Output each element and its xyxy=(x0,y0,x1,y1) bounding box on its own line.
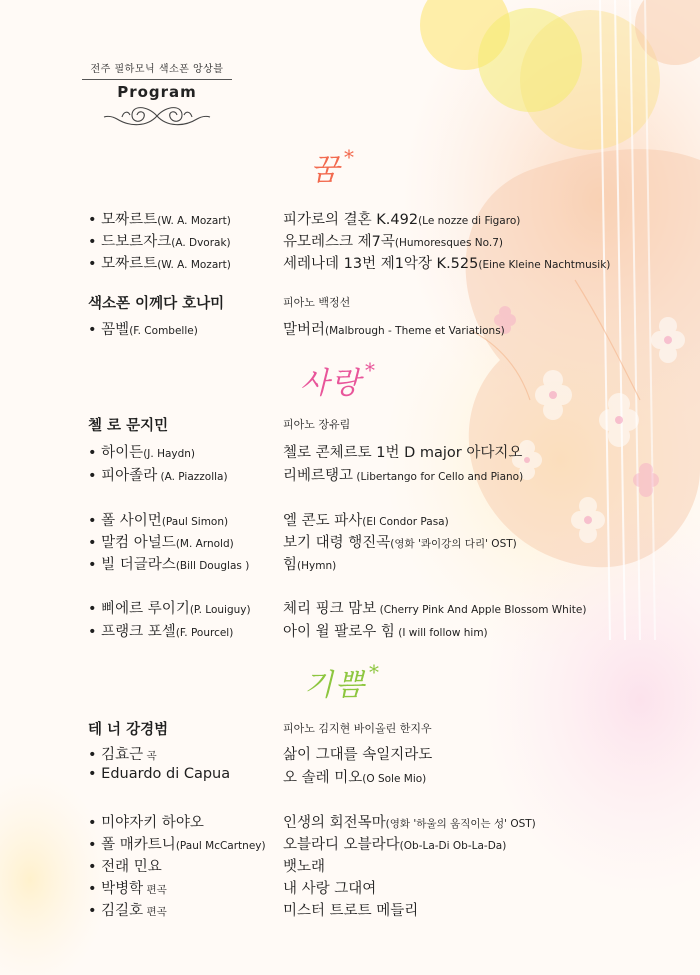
piece xyxy=(283,230,503,251)
piece-note: (Cherry Pink And Apple Blossom White) xyxy=(376,604,587,616)
accompanist: 피아노 백정선 xyxy=(283,296,351,309)
composer xyxy=(88,899,167,920)
accompanist: 피아노 장유림 xyxy=(283,418,351,431)
piece-note: (El Condor Pasa) xyxy=(362,516,449,528)
program-row xyxy=(0,208,700,232)
bullet: • xyxy=(88,903,97,919)
piece-note: (Eine Kleine Nachtmusik) xyxy=(478,259,611,271)
bullet: • xyxy=(88,322,97,338)
program-row xyxy=(0,597,700,621)
piece-note: (Libertango for Cello and Piano) xyxy=(353,471,524,483)
composer xyxy=(88,597,251,618)
composer-name: 빌 더글라스 xyxy=(101,557,176,573)
composer-note: (Paul Simon) xyxy=(161,516,229,528)
composer-name: 미야자키 하야오 xyxy=(101,815,204,831)
composer xyxy=(88,509,228,530)
section-title-text: 사랑 xyxy=(300,366,362,401)
piece xyxy=(283,766,426,787)
composer-name: 김효근 xyxy=(101,747,144,763)
composer xyxy=(88,464,228,485)
program-row xyxy=(0,833,700,857)
piece-title: 세레나데 13번 제1악장 K.525 xyxy=(283,256,479,272)
composer xyxy=(88,230,231,251)
piece xyxy=(283,553,336,574)
program-row xyxy=(0,620,700,644)
bullet: • xyxy=(88,557,97,573)
piece-title: 아이 윌 팔로우 힘 xyxy=(283,624,395,640)
bullet: • xyxy=(88,881,97,897)
piece-note: (영화 '콰이강의 다리' OST) xyxy=(390,538,517,550)
piece-title: 보기 대령 행진곡 xyxy=(283,535,391,551)
composer-name: 박병학 xyxy=(101,881,144,897)
composer xyxy=(88,833,266,854)
composer xyxy=(88,766,230,782)
performer-row xyxy=(0,414,700,438)
section-title-love xyxy=(300,358,377,402)
piece xyxy=(283,318,505,339)
piece xyxy=(283,620,488,641)
composer-note: (Paul McCartney) xyxy=(175,840,266,852)
composer-note: (J. Haydn) xyxy=(143,448,196,460)
header-divider xyxy=(82,79,232,80)
composer-name: 전래 민요 xyxy=(101,859,162,875)
program-row xyxy=(0,441,700,465)
program-row xyxy=(0,464,700,488)
composer-note: (A. Dvorak) xyxy=(171,237,231,249)
piece-title: 힘 xyxy=(283,557,298,573)
piece-note: (Malbrough - Theme et Variations) xyxy=(325,325,505,337)
piece xyxy=(283,252,610,273)
composer-note: (Bill Douglas ) xyxy=(175,560,250,572)
performer: 색소폰 이께다 호나미 xyxy=(88,296,225,312)
composer-name: 김길호 xyxy=(101,903,144,919)
piece-note: (Ob-La-Di Ob-La-Da) xyxy=(399,840,507,852)
composer-name: 폴 사이먼 xyxy=(101,513,162,529)
composer-note: 편곡 xyxy=(143,906,167,918)
composer-name: 꼼벨 xyxy=(101,322,130,338)
bullet: • xyxy=(88,859,97,875)
composer-name: 말컴 아널드 xyxy=(101,535,176,551)
composer-name: 모짜르트 xyxy=(101,256,158,272)
composer xyxy=(88,252,231,273)
piece-note: (영화 '하울의 움직이는 성' OST) xyxy=(385,818,536,830)
piece-title: 미스터 트로트 메들리 xyxy=(283,903,419,919)
program-row xyxy=(0,743,700,767)
piece-title: 내 사랑 그대여 xyxy=(283,881,377,897)
piece-title: 첼로 콘체르토 1번 D major 아다지오 xyxy=(283,445,523,461)
star-icon: * xyxy=(368,660,381,684)
piece xyxy=(283,597,586,618)
star-icon: * xyxy=(364,358,377,382)
flourish-ornament-icon xyxy=(102,103,212,129)
performer-row xyxy=(0,718,700,742)
piece-title: 말버러 xyxy=(283,322,326,338)
bullet: • xyxy=(88,256,97,272)
composer-name: 모짜르트 xyxy=(101,212,158,228)
bullet: • xyxy=(88,513,97,529)
composer-note: (W. A. Mozart) xyxy=(157,259,231,271)
performer: 첼 로 문지민 xyxy=(88,418,169,434)
accompanist: 피아노 김지현 바이올린 한지우 xyxy=(283,722,432,735)
piece-title: 삶이 그대를 속일지라도 xyxy=(283,747,433,763)
piece-title: 피가로의 결혼 K.492 xyxy=(283,212,419,228)
piece xyxy=(283,855,325,876)
performer-row xyxy=(0,292,700,316)
program-row xyxy=(0,553,700,577)
piece xyxy=(283,833,506,854)
piece xyxy=(283,877,376,898)
piece-title: 뱃노래 xyxy=(283,859,326,875)
piece-note: (Humoresques No.7) xyxy=(394,237,504,249)
composer-note: 곡 xyxy=(143,750,157,762)
composer-note: (P. Louiguy) xyxy=(189,604,251,616)
piece xyxy=(283,509,449,530)
program-row xyxy=(0,877,700,901)
program-row xyxy=(0,811,700,835)
piece-title: 유모레스크 제7곡 xyxy=(283,234,395,250)
composer xyxy=(88,811,204,832)
piece xyxy=(283,743,432,764)
composer-note: (W. A. Mozart) xyxy=(157,215,231,227)
piece-note: (O Sole Mio) xyxy=(362,773,427,785)
bullet: • xyxy=(88,212,97,228)
piece xyxy=(283,464,523,485)
composer xyxy=(88,441,195,462)
program-row xyxy=(0,318,700,342)
bullet: • xyxy=(88,601,97,617)
composer xyxy=(88,531,234,552)
program-row xyxy=(0,531,700,555)
section-title-text: 기쁨 xyxy=(304,668,366,703)
piece-title: 인생의 회전목마 xyxy=(283,815,386,831)
star-icon: * xyxy=(343,145,356,169)
section-title-joy xyxy=(304,660,381,704)
composer-name: 드보르자크 xyxy=(101,234,172,250)
composer-name: 삐에르 루이기 xyxy=(101,601,190,617)
composer-note: (F. Pourcel) xyxy=(175,627,234,639)
composer-name: Eduardo di Capua xyxy=(101,766,231,782)
piece xyxy=(283,811,536,832)
program-title: Program xyxy=(117,83,197,101)
composer-note: (A. Piazzolla) xyxy=(157,471,228,483)
program-row xyxy=(0,230,700,254)
piece xyxy=(283,899,418,920)
program-header xyxy=(82,60,232,129)
program-row xyxy=(0,899,700,923)
composer-note: (F. Combelle) xyxy=(129,325,198,337)
bullet: • xyxy=(88,445,97,461)
ensemble-name: 전주 필하모닉 색소폰 앙상블 xyxy=(90,64,224,75)
piece-note: (I will follow him) xyxy=(394,627,488,639)
composer xyxy=(88,855,162,876)
piece xyxy=(283,531,517,552)
bullet: • xyxy=(88,624,97,640)
program-row xyxy=(0,252,700,276)
bullet: • xyxy=(88,747,97,763)
piece xyxy=(283,441,522,462)
piece-title: 오 솔레 미오 xyxy=(283,770,363,786)
composer xyxy=(88,318,198,339)
section-title-dream xyxy=(310,145,356,189)
composer xyxy=(88,620,233,641)
piece-note: (Le nozze di Figaro) xyxy=(418,215,521,227)
composer-name: 하이든 xyxy=(101,445,144,461)
composer-name: 피아졸라 xyxy=(101,468,158,484)
piece-title: 엘 콘도 파사 xyxy=(283,513,363,529)
composer-note: 편곡 xyxy=(143,884,167,896)
composer xyxy=(88,877,167,898)
piece-note: (Hymn) xyxy=(297,560,337,572)
program-row xyxy=(0,766,700,790)
bullet: • xyxy=(88,766,97,782)
bullet: • xyxy=(88,468,97,484)
piece-title: 리베르탱고 xyxy=(283,468,354,484)
program-row xyxy=(0,855,700,879)
composer xyxy=(88,553,249,574)
piece-title: 체리 핑크 맘보 xyxy=(283,601,377,617)
composer-name: 폴 매카트니 xyxy=(101,837,176,853)
bullet: • xyxy=(88,815,97,831)
composer-note: (M. Arnold) xyxy=(175,538,234,550)
composer-name: 프랭크 포셀 xyxy=(101,624,176,640)
bullet: • xyxy=(88,535,97,551)
section-title-text: 꿈 xyxy=(310,153,341,188)
composer xyxy=(88,743,157,764)
bullet: • xyxy=(88,234,97,250)
bullet: • xyxy=(88,837,97,853)
composer xyxy=(88,208,231,229)
program-row xyxy=(0,509,700,533)
performer: 테 너 강경범 xyxy=(88,722,169,738)
piece xyxy=(283,208,520,229)
piece-title: 오블라디 오블라다 xyxy=(283,837,400,853)
